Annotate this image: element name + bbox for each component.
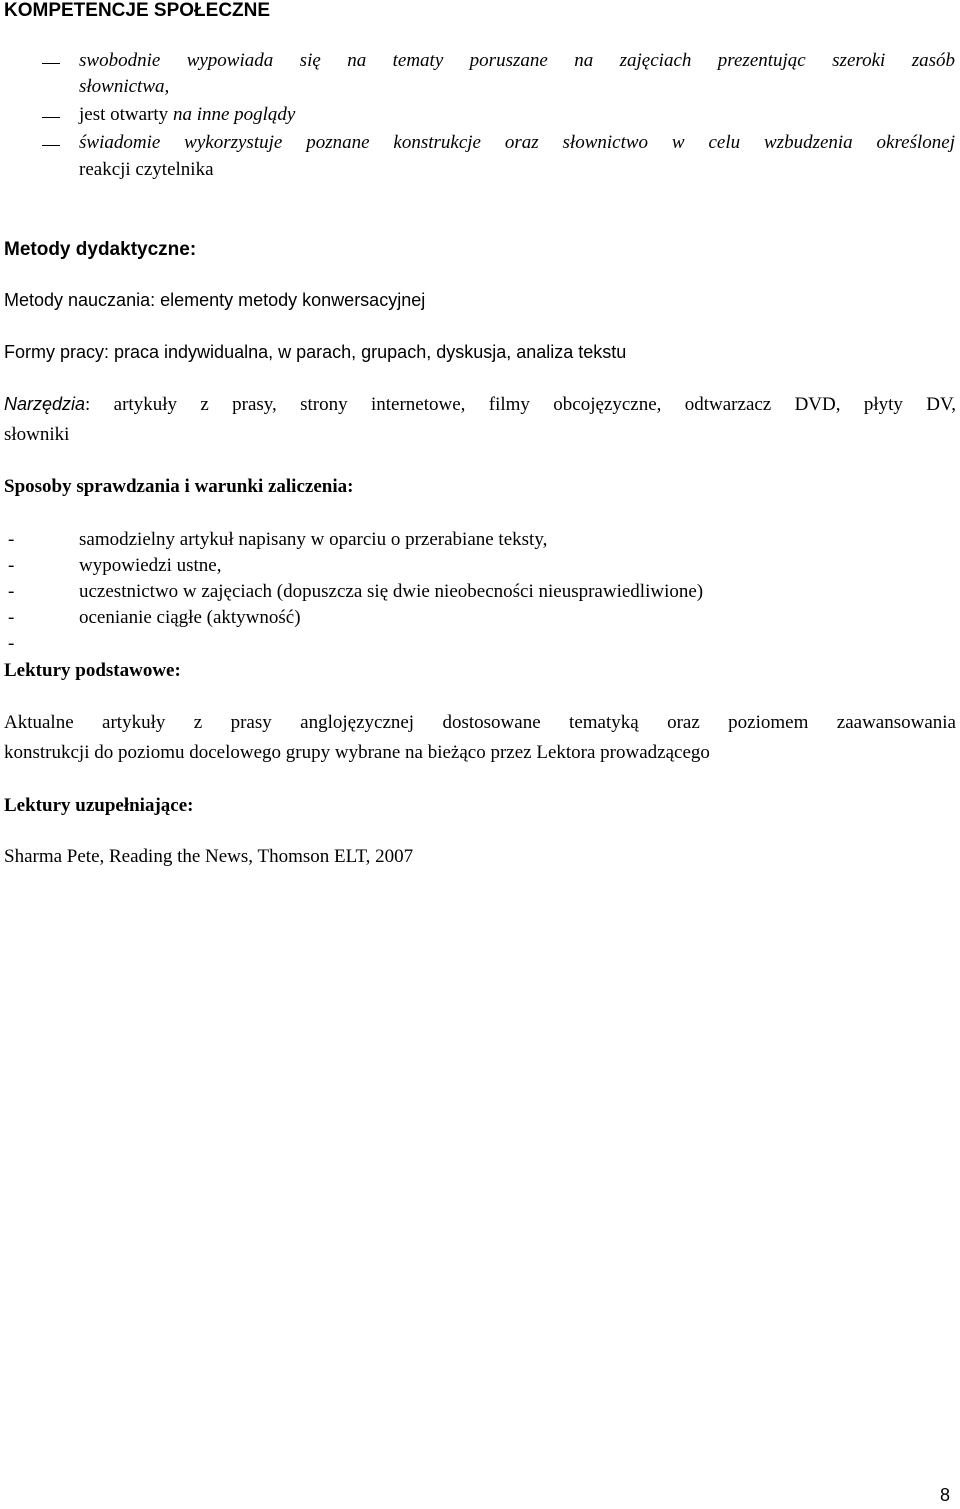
dash-marker — [42, 117, 60, 118]
competence-text: świadomie wykorzystuje poznane konstrukcje oraz słownictwo w celu wzbudzenia określonej — [79, 132, 955, 153]
dash-marker — [42, 63, 60, 64]
page-number: 8 — [940, 1485, 951, 1505]
basic-readings-text-cont: konstrukcji do poziomu docelowego grupy wybrane na bieżąco przez Lektora prowadzącego — [4, 742, 710, 763]
competence-text-plain: jest otwarty — [79, 104, 173, 125]
tools-text: : artykuły z prasy, strony internetowe, filmy obcojęzyczne, odtwarzacz DVD, płyty DV, — [85, 394, 956, 415]
tools-label: Narzędzia — [4, 394, 86, 414]
assessment-item-text: wypowiedzi ustne, — [79, 555, 222, 576]
competence-text-cont: reakcji czytelnika — [79, 159, 214, 180]
bullet-dash: - — [8, 555, 15, 576]
assessment-item-text: uczestnictwo w zajęciach (dopuszcza się dwie nieobecności nieusprawiedliwione) — [79, 581, 704, 602]
competence-text-italic: na inne poglądy — [172, 104, 296, 125]
bullet-dash: - — [8, 607, 15, 628]
tools-line-cont: słowniki — [4, 424, 70, 445]
dash-marker — [42, 145, 60, 146]
basic-readings-text: Aktualne artykuły z prasy anglojęzycznej dostosowane tematyką oraz poziomem zaawansowania — [4, 712, 956, 733]
supplementary-readings-item: Sharma Pete, Reading the News, Thomson ELT, 2007 — [4, 846, 414, 867]
assessment-item-text: samodzielny artykuł napisany w oparciu o przerabiane teksty, — [79, 529, 548, 550]
bullet-dash: - — [8, 581, 15, 602]
bullet-dash: - — [8, 633, 15, 654]
bullet-dash: - — [8, 529, 15, 550]
basic-readings-heading: Lektury podstawowe: — [4, 660, 181, 681]
methods-heading: Metody dydaktyczne: — [4, 239, 197, 260]
supplementary-readings-heading: Lektury uzupełniające: — [4, 795, 194, 816]
competence-text: swobodnie wypowiada się na tematy poruszane na zajęciach prezentując szeroki zasób — [79, 50, 955, 71]
section-title: KOMPETENCJE SPOŁECZNE — [4, 0, 271, 21]
tools-line — [4, 394, 956, 416]
teaching-methods: Metody nauczania: elementy metody konwersacyjnej — [4, 290, 426, 310]
assessment-item-text: ocenianie ciągłe (aktywność) — [79, 607, 301, 628]
assessment-heading: Sposoby sprawdzania i warunki zaliczenia: — [4, 476, 354, 497]
competence-text — [79, 104, 295, 126]
competence-text-cont: słownictwa, — [79, 76, 170, 97]
work-forms: Formy pracy: praca indywidualna, w parach, grupach, dyskusja, analiza tekstu — [4, 342, 627, 362]
